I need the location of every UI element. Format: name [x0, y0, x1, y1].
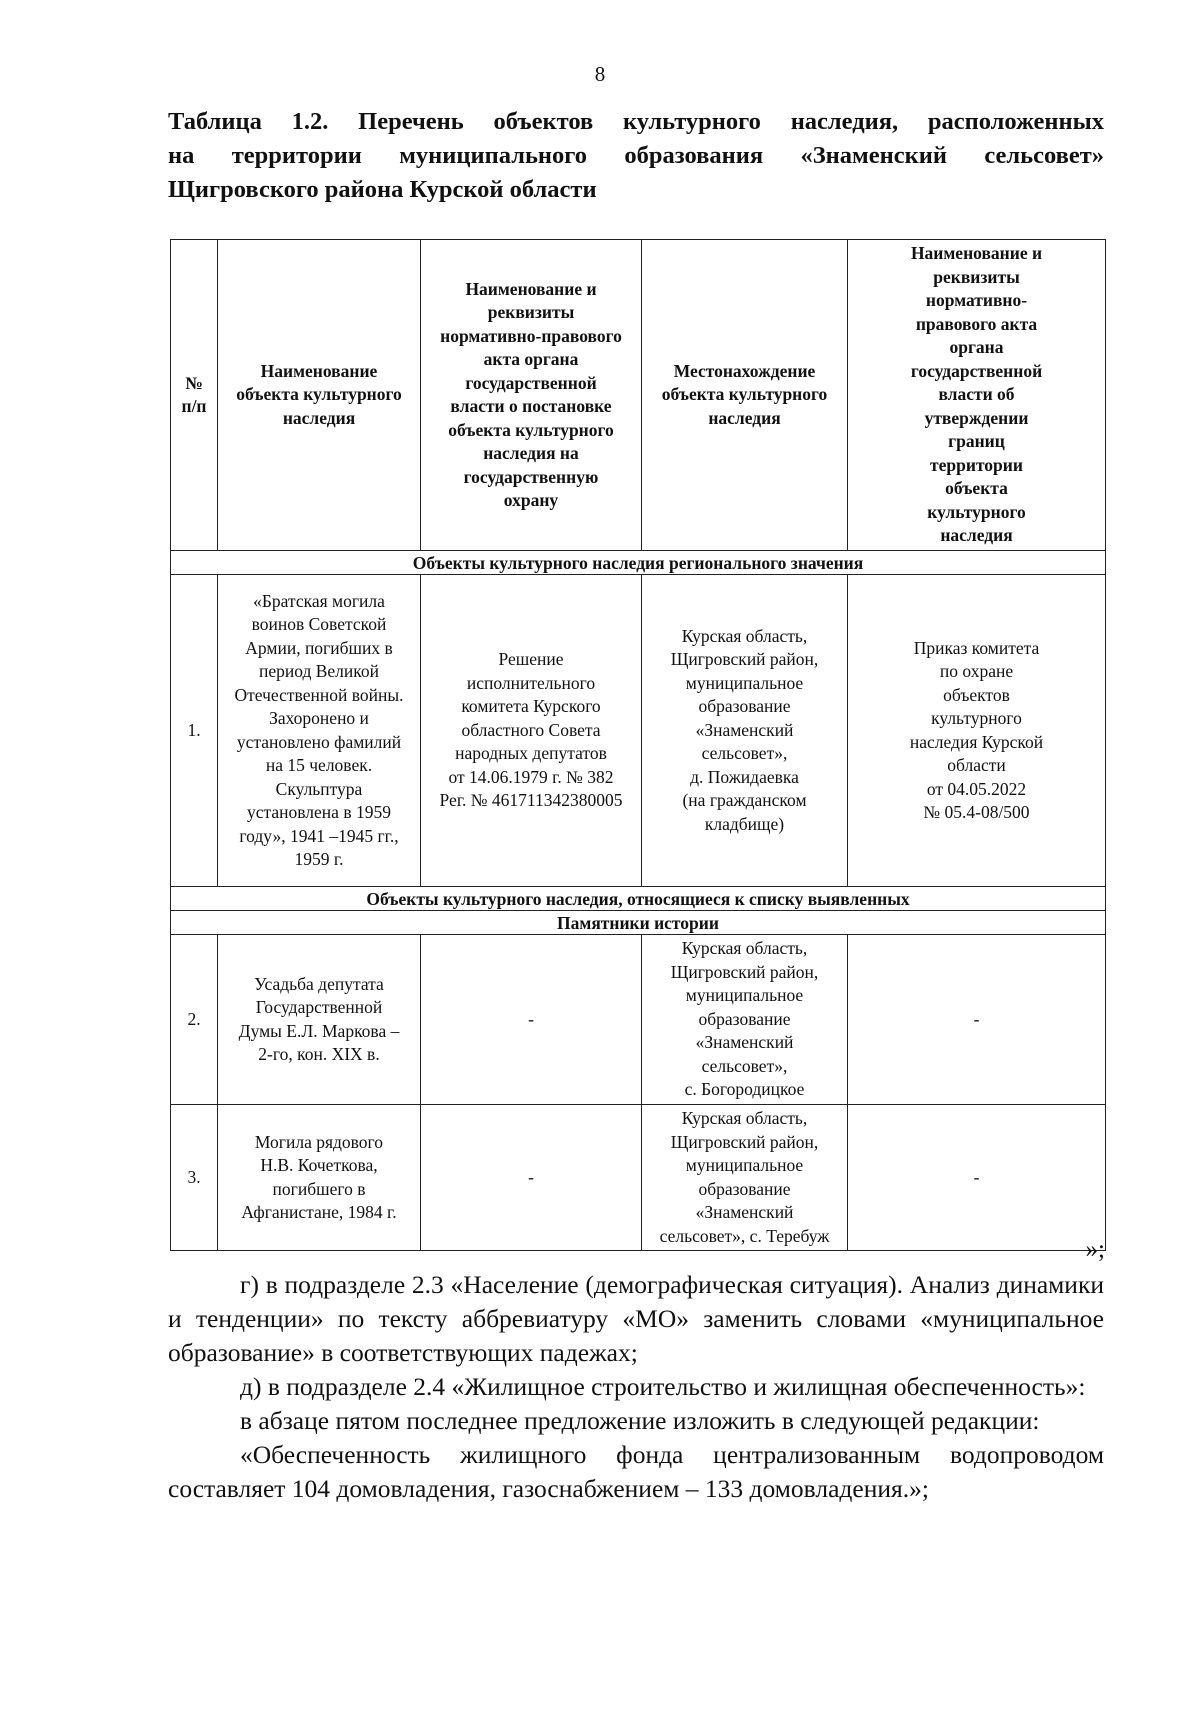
header-object-name: Наименование объекта культурного наследия	[218, 240, 421, 551]
row-protection-act: Решение исполнительного комитета Курского областного Совета народных депутатов от 14.06.1979 г. № 382 Рег. № 461711342380005	[421, 575, 642, 887]
row-boundary-act: Приказ комитета по охране объектов культурного наследия Курской области от 04.05.2022 № 05.4-08/500	[848, 575, 1106, 887]
row-location: Курская область, Щигровский район, муниципальное образование «Знаменский сельсовет», с. Богородицкое	[642, 935, 848, 1105]
table-title-line: Таблица 1.2. Перечень объектов культурного наследия, расположенных	[168, 108, 1104, 135]
row-number: 2.	[171, 935, 218, 1105]
table-closing-quote: »;	[1085, 1236, 1105, 1263]
row-boundary-act: -	[848, 1105, 1106, 1251]
header-protection-act: Наименование и реквизиты нормативно-правового акта органа государственной власти о постановке объекта культурного наследия на государственную охрану	[421, 240, 642, 551]
header-number: № п/п	[171, 240, 218, 551]
table-header-row	[171, 240, 1106, 551]
row-number: 1.	[171, 575, 218, 887]
paragraph-housing: д) в подразделе 2.4 «Жилищное строительство и жилищная обеспеченность»:	[240, 1372, 1086, 1401]
paragraph-population: г) в подразделе 2.3 «Население (демографическая ситуация). Анализ динамики и тенденции» по тексту аббревиатуру «МО» заменить словами «муниципальное образование» в соответствующих падежах;	[168, 1270, 1104, 1367]
table-title-line: Щигровского района Курской области	[168, 176, 597, 203]
row-object-name: Могила рядового Н.В. Кочеткова, погибшего в Афганистане, 1984 г.	[218, 1105, 421, 1251]
section-row	[171, 551, 1106, 575]
paragraph-quote: «Обеспеченность жилищного фонда централизованным водопроводом составляет 104 домовладения, газоснабжением – 133 домовладения.»;	[168, 1440, 1104, 1503]
paragraph-edit-instruction: в абзаце пятом последнее предложение изложить в следующей редакции:	[240, 1406, 1040, 1435]
section-regional: Объекты культурного наследия регионального значения	[171, 551, 1106, 575]
section-history-monuments: Памятники истории	[171, 911, 1106, 935]
table-row	[171, 935, 1106, 1105]
row-location: Курская область, Щигровский район, муниципальное образование «Знаменский сельсовет», с. Теребуж	[642, 1105, 848, 1251]
row-protection-act: -	[421, 935, 642, 1105]
row-object-name: «Братская могила воинов Советской Армии, погибших в период Великой Отечественной войны. Захоронено и установлено фамилий на 15 человек. Скульптура установлена в 1959 году», 1941 –1945 гг., 1959 г.	[218, 575, 421, 887]
header-location: Местонахождение объекта культурного наследия	[642, 240, 848, 551]
heritage-table	[170, 239, 1106, 1251]
amendment-text	[168, 1268, 1104, 1506]
table-title	[168, 105, 1104, 207]
table-title-line: на территории муниципального образования «Знаменский сельсовет»	[168, 142, 1104, 169]
table-row	[171, 575, 1106, 887]
row-protection-act: -	[421, 1105, 642, 1251]
section-row	[171, 911, 1106, 935]
page-number: 8	[594, 62, 606, 86]
header-boundary-act: Наименование и реквизиты нормативно- правового акта органа государственной власти об утверждении границ территории объекта культурного наследия	[848, 240, 1106, 551]
row-object-name: Усадьба депутата Государственной Думы Е.Л. Маркова – 2-го, кон. XIX в.	[218, 935, 421, 1105]
section-row	[171, 887, 1106, 911]
table-row	[171, 1105, 1106, 1251]
row-location: Курская область, Щигровский район, муниципальное образование «Знаменский сельсовет», д. Пожидаевка (на гражданском кладбище)	[642, 575, 848, 887]
row-boundary-act: -	[848, 935, 1106, 1105]
row-number: 3.	[171, 1105, 218, 1251]
section-identified: Объекты культурного наследия, относящиеся к списку выявленных	[171, 887, 1106, 911]
